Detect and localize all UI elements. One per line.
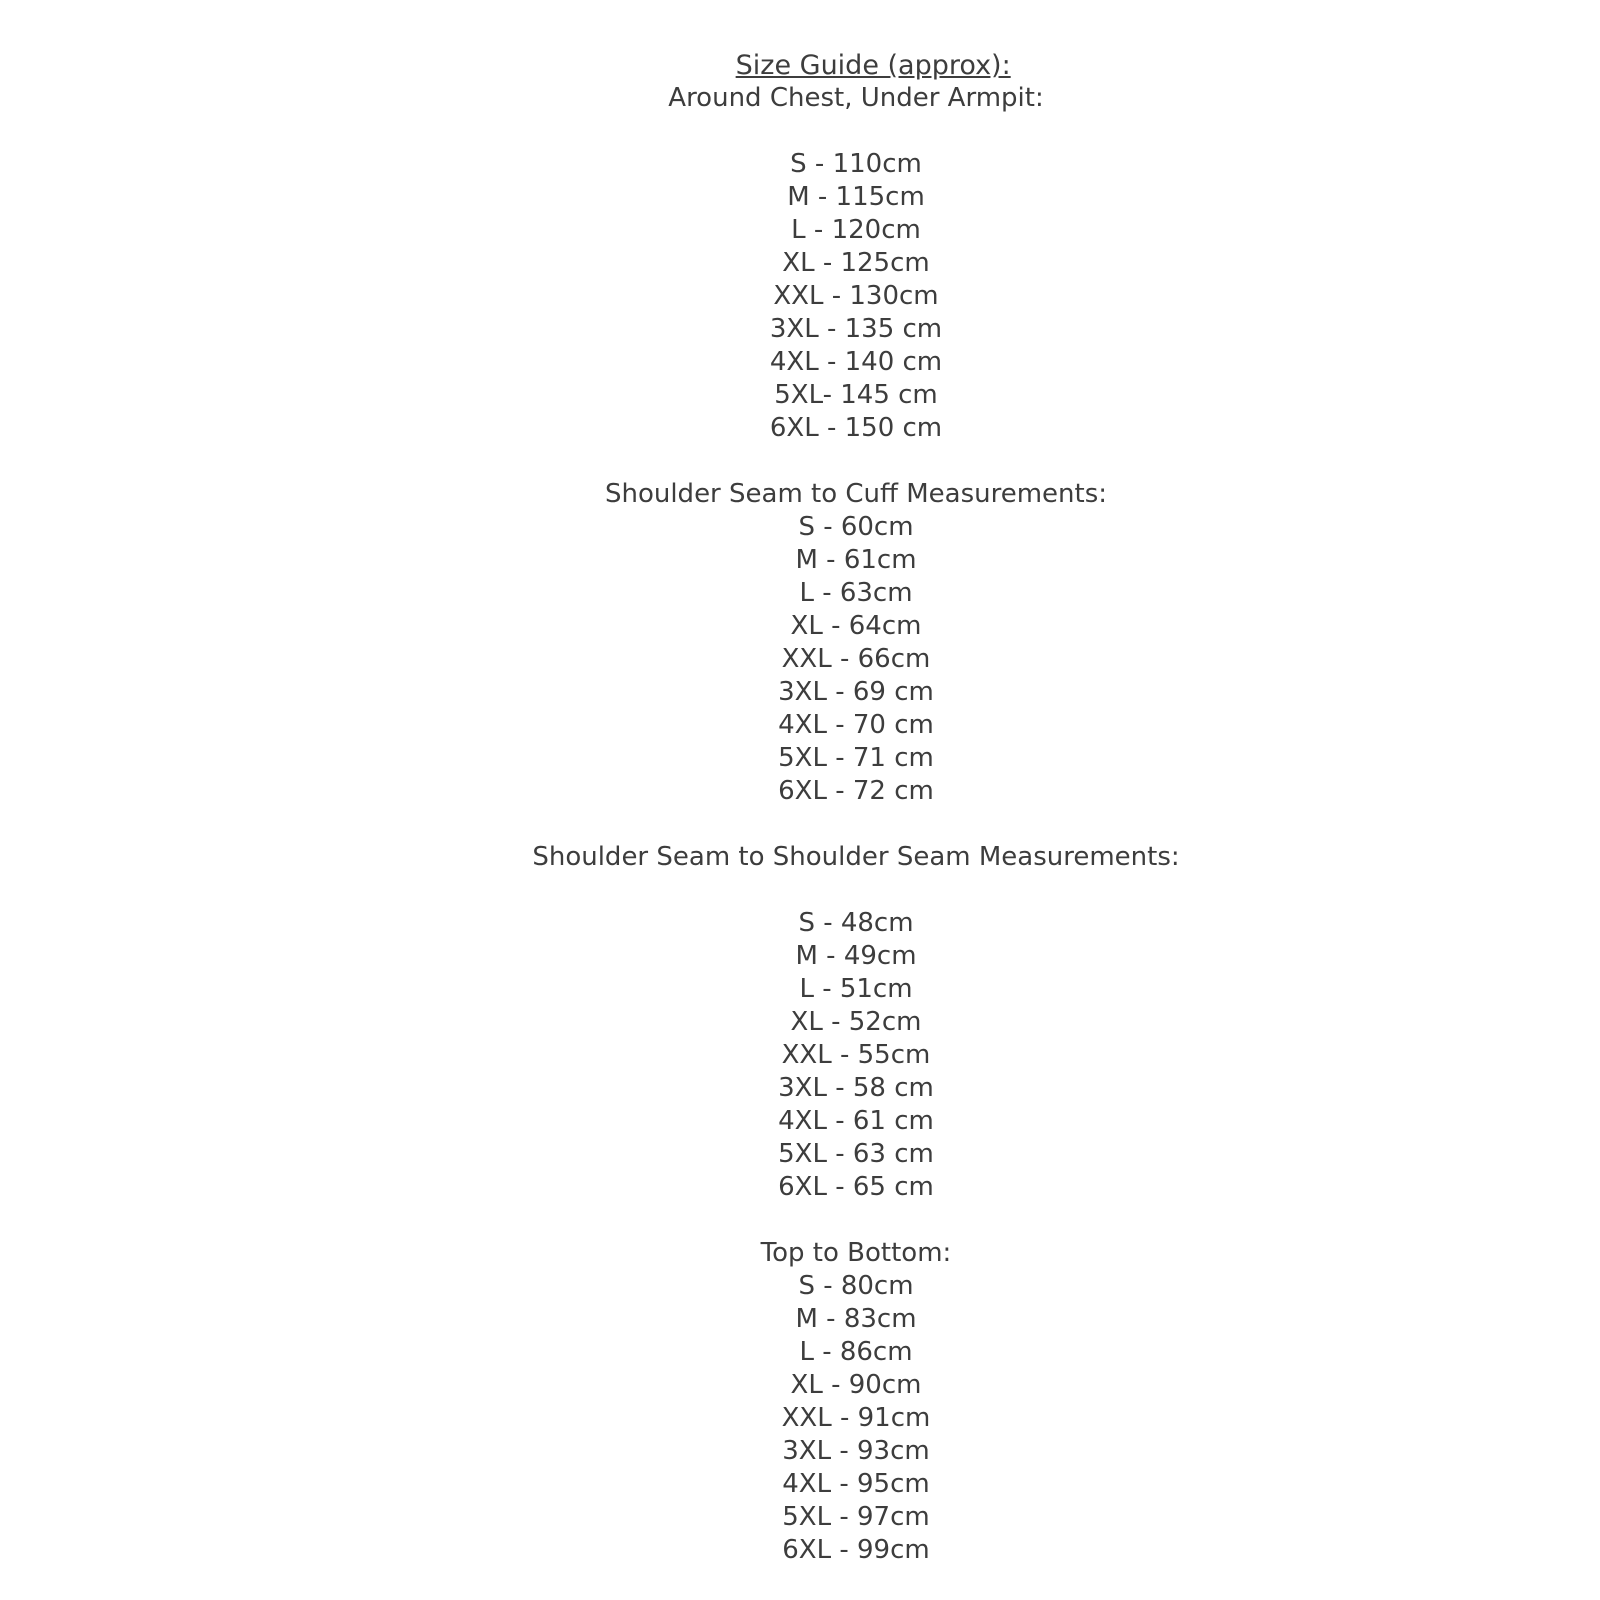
blank-line — [112, 874, 1600, 907]
size-line: 5XL- 145 cm — [774, 380, 938, 410]
size-line: XXL - 130cm — [773, 281, 939, 311]
size-line: S - 48cm — [798, 908, 914, 938]
size-line: XL - 90cm — [790, 1370, 922, 1400]
size-line: S - 60cm — [798, 512, 914, 542]
blank-line — [112, 1204, 1600, 1237]
size-line: 6XL - 150 cm — [769, 413, 943, 443]
section-heading: Shoulder Seam to Cuff Measurements: — [604, 479, 1108, 509]
size-line: XL - 64cm — [790, 611, 922, 641]
size-line: S - 110cm — [790, 149, 922, 179]
blank-line — [112, 808, 1600, 841]
size-line: M - 115cm — [787, 182, 925, 212]
section-heading: Shoulder Seam to Shoulder Seam Measurements: — [532, 842, 1180, 872]
section-heading: Top to Bottom: — [760, 1238, 952, 1268]
size-line: 4XL - 61 cm — [778, 1106, 934, 1136]
size-line: L - 63cm — [799, 578, 913, 608]
blank-line — [112, 115, 1600, 148]
size-line: M - 83cm — [795, 1304, 917, 1334]
size-line: L - 120cm — [791, 215, 921, 245]
size-line: 4XL - 70 cm — [778, 710, 934, 740]
size-line: 6XL - 99cm — [782, 1535, 930, 1565]
size-line: S - 80cm — [798, 1271, 914, 1301]
size-line: 5XL - 97cm — [782, 1502, 930, 1532]
blank-line — [112, 445, 1600, 478]
size-line: 4XL - 140 cm — [769, 347, 943, 377]
size-line: L - 51cm — [799, 974, 913, 1004]
page-title: Size Guide (approx): — [735, 50, 1011, 81]
section-heading: Around Chest, Under Armpit: — [668, 83, 1044, 113]
size-line: XXL - 55cm — [781, 1040, 931, 1070]
size-line: M - 49cm — [795, 941, 917, 971]
size-line: M - 61cm — [795, 545, 917, 575]
size-line: XXL - 66cm — [781, 644, 931, 674]
size-line: 5XL - 71 cm — [778, 743, 934, 773]
title-line — [112, 16, 1600, 81]
size-line: XL - 52cm — [790, 1007, 922, 1037]
size-line: 3XL - 58 cm — [778, 1073, 934, 1103]
size-line: 6XL - 72 cm — [778, 776, 934, 806]
size-line: XXL - 91cm — [781, 1403, 931, 1433]
size-line: 3XL - 135 cm — [769, 314, 943, 344]
size-line: 3XL - 69 cm — [778, 677, 934, 707]
size-line: 4XL - 95cm — [782, 1469, 930, 1499]
size-line: XL - 125cm — [782, 248, 930, 278]
size-line: 5XL - 63 cm — [778, 1139, 934, 1169]
size-line: 6XL - 65 cm — [778, 1172, 934, 1202]
size-line: L - 86cm — [799, 1337, 913, 1367]
size-line: 3XL - 93cm — [782, 1436, 930, 1466]
